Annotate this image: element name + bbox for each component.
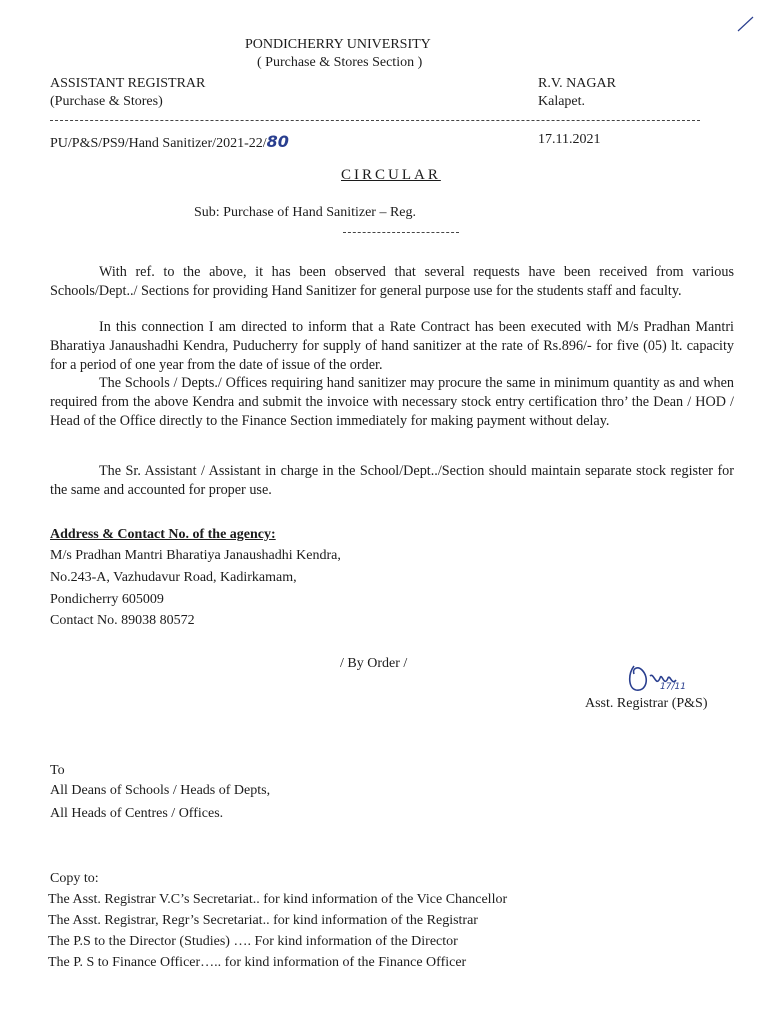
copy-line: The P. S to Finance Officer….. for kind information of the Finance Officer	[48, 955, 467, 970]
designation: Asst. Registrar (P&S)	[585, 696, 708, 711]
signature-icon	[620, 660, 690, 700]
copy-line: The P.S to the Director (Studies) …. For kind information of the Director	[48, 934, 458, 949]
subject-divider	[343, 232, 459, 233]
copy-to-label: Copy to:	[50, 871, 99, 886]
place-line-2: Kalapet.	[538, 94, 586, 109]
place-line-1: R.V. NAGAR	[538, 76, 616, 91]
circular-subject: Sub: Purchase of Hand Sanitizer – Reg.	[194, 205, 417, 220]
reference-prefix: PU/P&S/PS9/Hand Sanitizer/2021-22/	[50, 136, 267, 151]
university-name: PONDICHERRY UNIVERSITY	[245, 37, 431, 52]
agency-street: No.243-A, Vazhudavur Road, Kadirkamam,	[50, 570, 297, 585]
paragraph-1: With ref. to the above, it has been observed that several requests have been received from various Schools/Dept../ Sections for providing Hand Sanitizer for general purpose use for the students staff and faculty.	[50, 264, 734, 299]
paragraph-2: In this connection I am directed to inform that a Rate Contract has been executed with M/s Pradhan Mantri Bharatiya Janaushadhi Kendra, Puducherry for supply of hand sanitizer at the rate of Rs.896/- for five (05) lt. capacity for a period of one year from the date of issue of the order.	[50, 319, 734, 373]
pen-mark-icon	[736, 14, 756, 34]
signature-date: 17/11	[660, 682, 686, 692]
office-title: ASSISTANT REGISTRAR	[50, 76, 206, 91]
copy-line: The Asst. Registrar, Regr’s Secretariat.. for kind information of the Registrar	[48, 913, 478, 928]
header-divider	[50, 120, 700, 121]
agency-heading: Address & Contact No. of the agency:	[50, 527, 276, 542]
to-label: To	[50, 763, 65, 778]
agency-city: Pondicherry 605009	[50, 592, 164, 607]
handwritten-number: 80	[266, 132, 289, 151]
section-name: ( Purchase & Stores Section )	[257, 55, 423, 70]
circular-title: CIRCULAR	[341, 167, 441, 183]
reference-number	[50, 132, 289, 152]
paragraph-4: The Sr. Assistant / Assistant in charge in the School/Dept../Section should maintain separate stock register for the same and accounted for proper use.	[50, 463, 734, 498]
copy-line: The Asst. Registrar V.C’s Secretariat.. for kind information of the Vice Chancellor	[48, 892, 508, 907]
office-subtitle: (Purchase & Stores)	[50, 94, 163, 109]
agency-contact: Contact No. 89038 80572	[50, 613, 195, 628]
paragraph-3: The Schools / Depts./ Offices requiring hand sanitizer may procure the same in minimum quantity as and when required from the above Kendra and submit the invoice with necessary stock entry certification thro’ the Dean / HOD / Head of the Office directly to the Finance Section immediately for making payment without delay.	[50, 375, 734, 429]
recipient-line: All Deans of Schools / Heads of Depts,	[50, 783, 271, 798]
agency-name: M/s Pradhan Mantri Bharatiya Janaushadhi Kendra,	[50, 548, 341, 563]
circular-date: 17.11.2021	[538, 132, 601, 147]
recipient-line: All Heads of Centres / Offices.	[50, 806, 224, 821]
by-order: / By Order /	[340, 656, 408, 671]
